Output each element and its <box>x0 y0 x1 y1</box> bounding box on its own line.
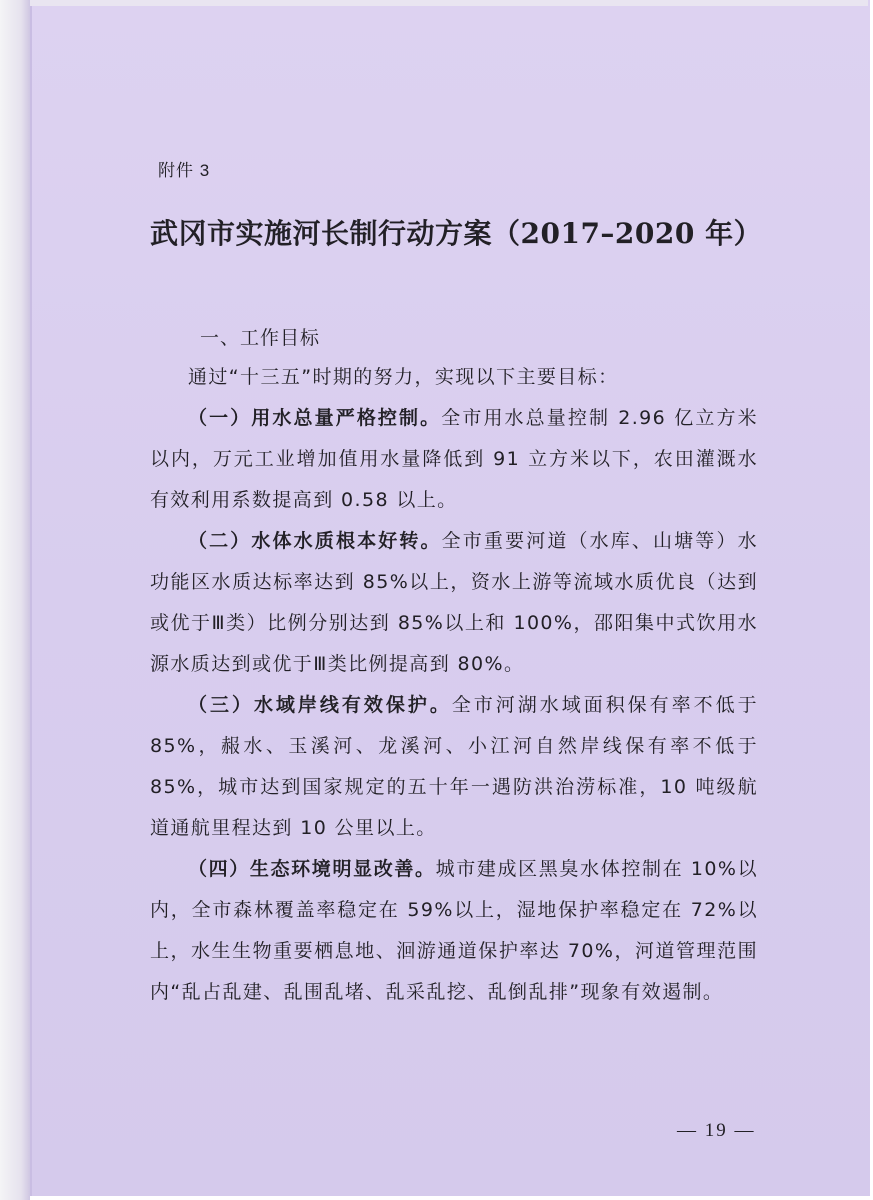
goal-paragraph-2 <box>150 521 758 685</box>
attachment-label: 附件 3 <box>158 161 211 180</box>
goal-paragraph-1 <box>150 398 758 521</box>
goal-lead-2: （二）水体水质根本好转。 <box>188 530 442 552</box>
goal-lead-4: （四）生态环境明显改善。 <box>188 858 436 880</box>
goal-paragraph-3 <box>150 685 758 849</box>
goal-text-1: 全市用水总量控制 2.96 亿立方米以内，万元工业增加值用水量降低到 91 立方米以下，农田灌溉水有效利用系数提高到 0.58 以上。 <box>150 407 758 511</box>
document-body <box>150 357 758 1013</box>
section-heading: 一、工作目标 <box>200 328 321 349</box>
goal-lead-3: （三）水域岸线有效保护。 <box>188 694 452 716</box>
page-number: — 19 — <box>677 1120 756 1141</box>
goal-paragraph-4 <box>150 849 758 1013</box>
goal-lead-1: （一）用水总量严格控制。 <box>188 407 442 429</box>
page-top-edge <box>30 0 868 6</box>
document-title: 武冈市实施河长制行动方案（2017–2020 年） <box>150 217 763 250</box>
intro-paragraph: 通过“十三五”时期的努力，实现以下主要目标： <box>188 366 619 388</box>
goal-text-2: 全市重要河道（水库、山塘等）水功能区水质达标率达到 85%以上，资水上游等流域水质优良（达到或优于Ⅲ类）比例分别达到 85%以上和 100%，邵阳集中式饮用水源水质达到或优于Ⅲ类比例提高到 80%。 <box>150 530 758 675</box>
goal-text-3: 全市河湖水域面积保有率不低于 85%，赧水、玉溪河、龙溪河、小江河自然岸线保有率不低于 85%，城市达到国家规定的五十年一遇防洪治涝标准，10 吨级航道通航里程达到 10 公里以上。 <box>150 694 758 839</box>
goal-text-4: 城市建成区黑臭水体控制在 10%以内，全市森林覆盖率稳定在 59%以上，湿地保护率稳定在 72%以上，水生生物重要栖息地、洄游通道保护率达 70%，河道管理范围内“乱占乱建、乱围乱堵、乱采乱挖、乱倒乱排”现象有效遏制。 <box>150 858 758 1003</box>
binding-gutter <box>0 0 30 1200</box>
